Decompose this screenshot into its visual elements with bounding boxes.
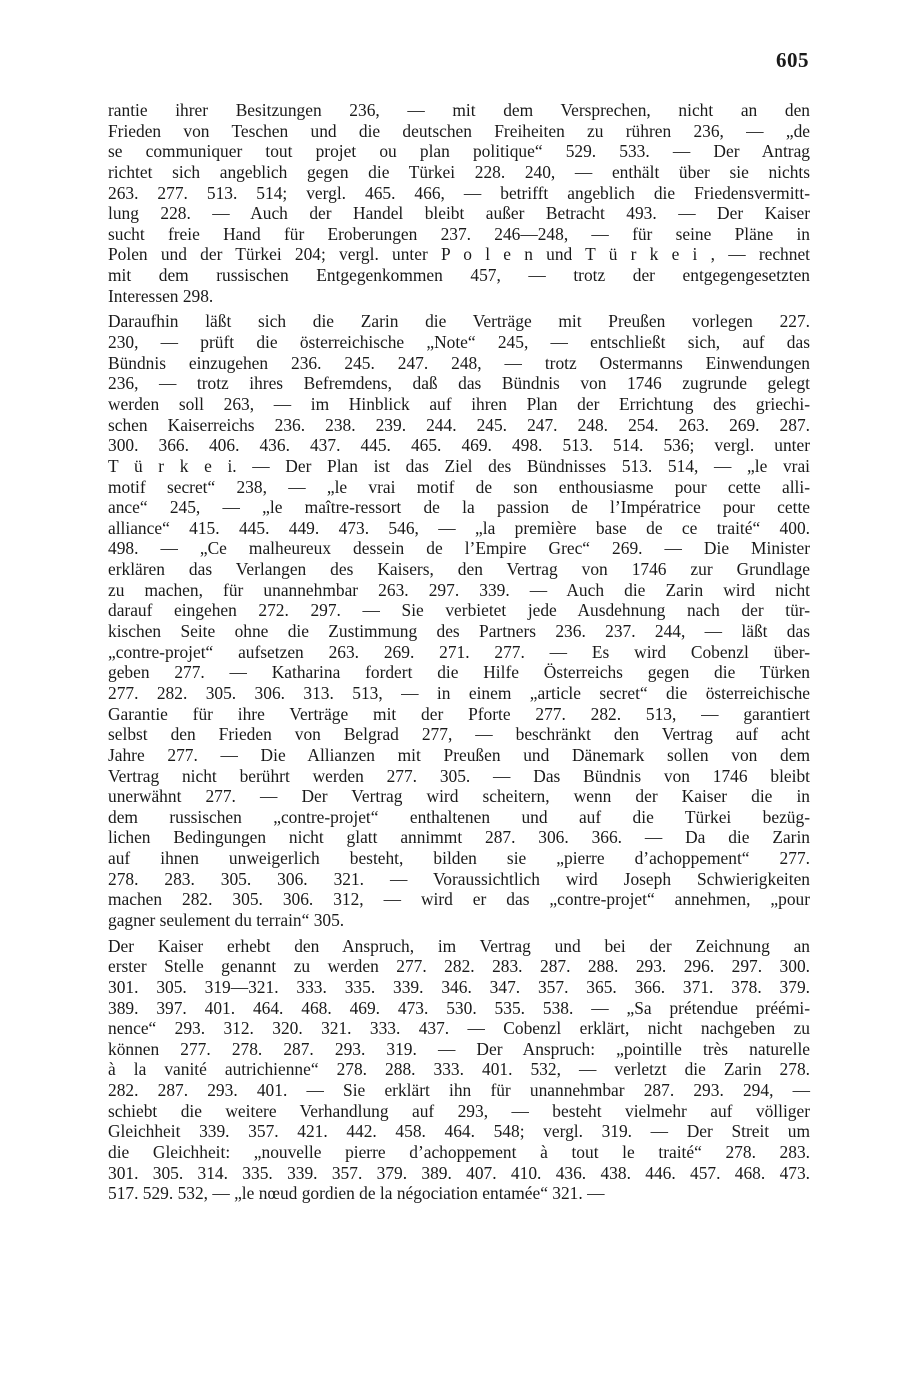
- text-line: 300. 366. 406. 436. 437. 445. 465. 469. 498. 513. 514. 536; vergl. unter: [108, 435, 810, 456]
- text-line: lung 228. — Auch der Handel bleibt außer Betracht 493. — Der Kaiser: [108, 203, 810, 224]
- text-line: rantie ihrer Besitzungen 236, — mit dem Versprechen, nicht an den: [108, 100, 810, 120]
- page-number: 605: [776, 48, 809, 72]
- text-line: machen 282. 305. 306. 312, — wird er das „contre-projet“ annehmen, „pour: [108, 889, 810, 910]
- text-line: Bündnis einzugehen 236. 245. 247. 248, — trotz Ostermanns Einwendungen: [108, 352, 810, 373]
- text-line: 517. 529. 532, — „le nœud gordien de la négociation entamée“ 321. —: [108, 1183, 605, 1204]
- text-line: à la vanité autrichienne“ 278. 288. 333. 401. 532, — verletzt die Zarin 278.: [108, 1059, 810, 1080]
- text-line: se communiquer tout projet ou plan politique“ 529. 533. — Der Antrag: [108, 141, 810, 162]
- text-line: erster Stelle genannt zu werden 277. 282. 283. 287. 288. 293. 296. 297. 300.: [108, 956, 810, 977]
- body-text: [108, 100, 810, 1204]
- text-line: 277. 282. 305. 306. 313. 513, — in einem „article secret“ die österreichische: [108, 682, 810, 703]
- text-line: 389. 397. 401. 464. 468. 469. 473. 530. 535. 538. — „Sa prétendue préémi-: [108, 997, 810, 1018]
- text-line: dem russischen „contre-projet“ enthaltenen und auf die Türkei bezüg-: [108, 806, 810, 827]
- paragraph: [108, 936, 810, 1204]
- text-line: darauf eingehen 272. 297. — Sie verbietet jede Ausdehnung nach der tür-: [108, 600, 810, 621]
- text-line: Garantie für ihre Verträge mit der Pforte 277. 282. 513, — garantiert: [108, 703, 810, 724]
- text-line: auf ihnen unweigerlich besteht, bilden sie „pierre d’achoppement“ 277.: [108, 848, 810, 869]
- text-line: Daraufhin läßt sich die Zarin die Verträge mit Preußen vorlegen 227.: [108, 311, 810, 332]
- text-line: Interessen 298.: [108, 285, 214, 306]
- text-line: unerwähnt 277. — Der Vertrag wird scheitern, wenn der Kaiser die in: [108, 786, 810, 807]
- text-line: 301. 305. 314. 335. 339. 357. 379. 389. 407. 410. 436. 438. 446. 457. 468. 473.: [108, 1162, 810, 1183]
- text-line: schen Kaiserreichs 236. 238. 239. 244. 245. 247. 248. 254. 263. 269. 287.: [108, 414, 810, 435]
- text-line: werden soll 263, — im Hinblick auf ihren Plan der Errichtung des griechi-: [108, 393, 810, 414]
- text-line: lichen Bedingungen nicht glatt annimmt 287. 306. 366. — Da die Zarin: [108, 827, 810, 848]
- text-line: motif secret“ 238, — „le vrai motif de son enthousiasme pour cette alli-: [108, 476, 810, 497]
- text-line: „contre-projet“ aufsetzen 263. 269. 271. 277. — Es wird Cobenzl über-: [108, 641, 810, 662]
- text-line: gagner seulement du terrain“ 305.: [108, 909, 345, 930]
- text-line: richtet sich angeblich gegen die Türkei 228. 240, — enthält über sie nichts: [108, 161, 810, 182]
- text-line: selbst den Frieden von Belgrad 277, — beschränkt den Vertrag auf acht: [108, 724, 810, 745]
- text-line: mit dem russischen Entgegenkommen 457, — trotz der entgegengesetzten: [108, 265, 810, 286]
- text-line: schiebt die weitere Verhandlung auf 293, — besteht vielmehr auf völliger: [108, 1100, 810, 1121]
- text-line: Der Kaiser erhebt den Anspruch, im Vertrag und bei der Zeichnung an: [108, 935, 810, 956]
- text-line: 498. — „Ce malheureux dessein de l’Empire Grec“ 269. — Die Minister: [108, 538, 810, 559]
- text-line: Gleichheit 339. 357. 421. 442. 458. 464. 548; vergl. 319. — Der Streit um: [108, 1121, 810, 1142]
- text-line: zu machen, für unannehmbar 263. 297. 339. — Auch die Zarin wird nicht: [108, 579, 810, 600]
- text-line: alliance“ 415. 445. 449. 473. 546, — „la première base de ce traité“ 400.: [108, 517, 810, 538]
- text-line: T ü r k e i. — Der Plan ist das Ziel des Bündnisses 513. 514, — „le vrai: [108, 455, 810, 476]
- text-line: 282. 287. 293. 401. — Sie erklärt ihn für unannehmbar 287. 293. 294, —: [108, 1080, 810, 1101]
- text-line: Vertrag nicht berührt werden 277. 305. — Das Bündnis von 1746 bleibt: [108, 765, 810, 786]
- text-line: 263. 277. 513. 514; vergl. 465. 466, — betrifft angeblich die Friedensvermitt-: [108, 182, 810, 203]
- text-line: 236, — trotz ihres Befremdens, daß das Bündnis von 1746 zugrunde gelegt: [108, 373, 810, 394]
- text-line: 278. 283. 305. 306. 321. — Voraussichtlich wird Joseph Schwierigkeiten: [108, 868, 810, 889]
- text-line: 301. 305. 319—321. 333. 335. 339. 346. 347. 357. 365. 366. 371. 378. 379.: [108, 976, 810, 997]
- text-line: erklären das Verlangen des Kaisers, den Vertrag von 1746 zur Grundlage: [108, 559, 810, 580]
- text-line: geben 277. — Katharina fordert die Hilfe Österreichs gegen die Türken: [108, 662, 810, 683]
- text-line: können 277. 278. 287. 293. 319. — Der Anspruch: „pointille très naturelle: [108, 1038, 810, 1059]
- paragraph: [108, 311, 810, 930]
- text-line: Jahre 277. — Die Allianzen mit Preußen und Dänemark sollen von dem: [108, 744, 810, 765]
- text-line: die Gleichheit: „nouvelle pierre d’achoppement à tout le traité“ 278. 283.: [108, 1142, 810, 1163]
- text-line: nence“ 293. 312. 320. 321. 333. 437. — Cobenzl erklärt, nicht nachgeben zu: [108, 1018, 810, 1039]
- text-line: 230, — prüft die österreichische „Note“ 245, — entschließt sich, auf das: [108, 332, 810, 353]
- text-line: Polen und der Türkei 204; vergl. unter P o l e n und T ü r k e i , — rechnet: [108, 244, 810, 265]
- text-line: kischen Seite ohne die Zustimmung des Partners 236. 237. 244, — läßt das: [108, 621, 810, 642]
- paragraph: [108, 100, 810, 306]
- text-line: Frieden von Teschen und die deutschen Freiheiten zu rühren 236, — „de: [108, 120, 810, 141]
- text-line: sucht freie Hand für Eroberungen 237. 246—248, — für seine Pläne in: [108, 223, 810, 244]
- text-line: ance“ 245, — „le maître-ressort de la passion de l’Impératrice pour cette: [108, 497, 810, 518]
